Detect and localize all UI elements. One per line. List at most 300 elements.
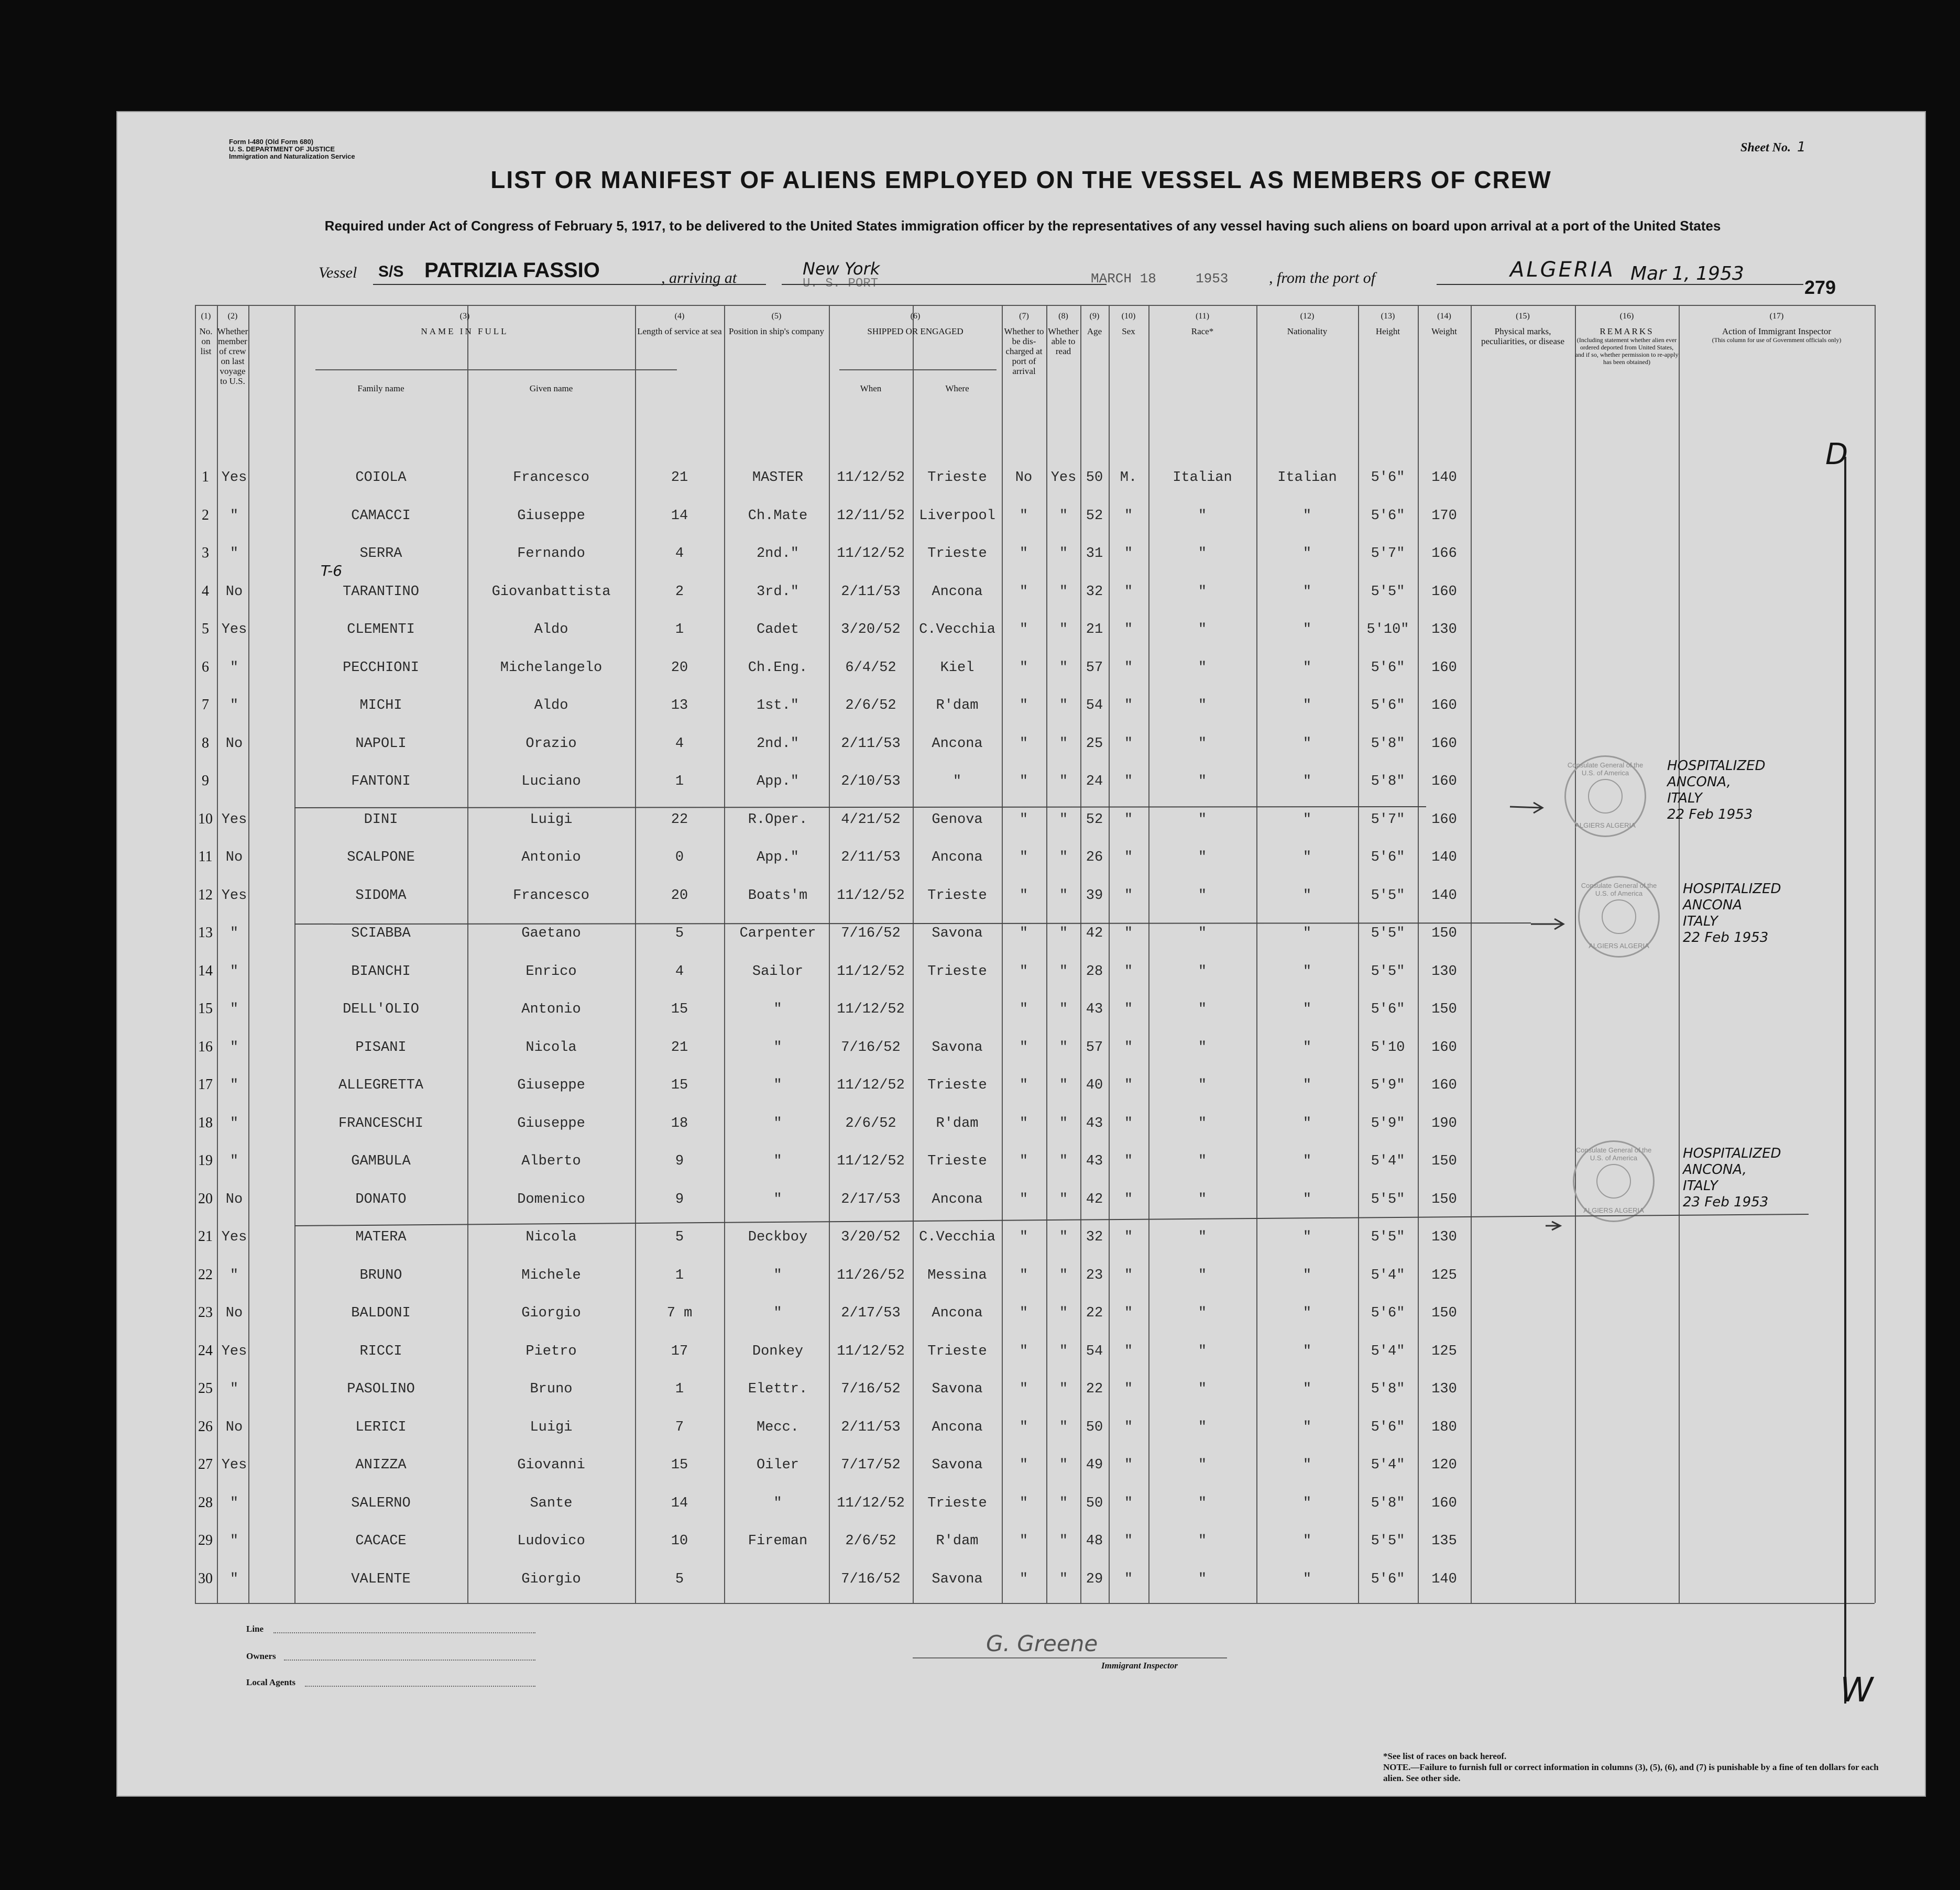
cell-when: 11/12/52 [837,1153,905,1169]
cell-when: 11/12/52 [837,1344,905,1359]
cell-given: Alberto [521,1153,581,1169]
arriving-at: New York [803,259,880,279]
cell-height: 5'7" [1371,812,1405,828]
cell-position: App." [756,850,799,865]
cell-given: Aldo [534,622,568,638]
cell-discharge: " [1019,546,1028,562]
cell-height: 5'5" [1371,584,1405,600]
cell-nationality: " [1302,812,1312,828]
cell-when: 7/16/52 [841,1572,901,1587]
cell-sex: " [1124,850,1133,865]
cell-position: Ch.Eng. [748,660,808,676]
row-number: 27 [198,1456,213,1473]
cell-read: " [1059,1381,1068,1397]
handwritten-initials: W [1840,1671,1874,1710]
cell-when: 11/12/52 [837,546,905,562]
cell-when: 7/17/52 [841,1457,901,1473]
row-number: 28 [198,1495,213,1511]
cell-where: Ancona [932,850,983,865]
cell-position: " [773,1496,782,1511]
arrival-year: 1953 [1196,271,1229,287]
cell-family: TARANTINO [343,584,419,600]
cell-race: " [1198,1344,1207,1359]
cell-weight: 130 [1431,1229,1457,1245]
cell-height: 5'6" [1371,508,1405,524]
cell-discharge: " [1019,698,1028,713]
cell-age: 25 [1086,736,1103,752]
cell-family: CAMACCI [351,508,411,524]
cell-prev: " [229,1153,239,1169]
cell-service: 5 [675,1572,684,1587]
cell-age: 50 [1086,1420,1103,1435]
cell-position: " [773,1305,782,1321]
cell-given: Nicola [525,1040,577,1056]
column-header-no: (1) No. on list [199,312,213,356]
remark-hospitalized: HOSPITALIZED ANCONA ITALY 22 Feb 1953 [1683,881,1781,946]
cell-where: Liverpool [919,508,995,524]
column-header-read: (8) Whether able to read [1048,312,1079,356]
row-number: 16 [198,1039,213,1055]
cell-discharge: " [1019,736,1028,752]
cell-nationality: " [1302,622,1312,638]
cell-nationality: " [1302,774,1312,789]
cell-discharge: " [1019,850,1028,865]
cell-height: 5'6" [1371,698,1405,713]
cell-when: 2/17/53 [841,1192,901,1207]
cell-service: 1 [675,774,684,789]
column-header-height: (13) Height [1375,312,1400,336]
cell-where: Ancona [932,736,983,752]
cell-sex: " [1124,660,1133,676]
cell-given: Antonio [521,1002,581,1017]
arriving-port-typed: U. S. PORT [803,277,879,291]
cell-service: 1 [675,1268,684,1283]
cell-nationality: " [1302,1344,1312,1359]
cell-family: VALENTE [351,1572,411,1587]
row-number: 10 [198,811,213,827]
cell-when: 2/11/53 [841,850,901,865]
cell-position: Mecc. [756,1420,799,1435]
column-subheader-family-name: Family name [357,383,404,393]
cell-family: BRUNO [359,1268,402,1283]
cell-position: Fireman [748,1533,808,1549]
cell-weight: 160 [1431,736,1457,752]
cell-family: NAPOLI [355,736,407,752]
cell-read: " [1059,1268,1068,1283]
cell-weight: 160 [1431,584,1457,600]
cell-weight: 140 [1431,1572,1457,1587]
cell-prev: No [225,850,243,865]
cell-read: " [1059,1420,1068,1435]
cell-family: SIDOMA [355,888,407,904]
cell-discharge: " [1019,1344,1028,1359]
cell-given: Gaetano [521,926,581,941]
cell-race: " [1198,850,1207,865]
cell-race: " [1198,1420,1207,1435]
cell-race: " [1198,1040,1207,1056]
row-number: 18 [198,1115,213,1131]
cell-nationality: " [1302,1533,1312,1549]
cell-weight: 160 [1431,1496,1457,1511]
cell-height: 5'5" [1371,1229,1405,1245]
cell-age: 31 [1086,546,1103,562]
cell-age: 52 [1086,812,1103,828]
footer-agents-label: Local Agents [246,1677,295,1687]
row-number: 26 [198,1419,213,1435]
cell-weight: 160 [1431,774,1457,789]
inspector-label: Immigrant Inspector [1101,1661,1178,1671]
cell-where: Kiel [940,660,974,676]
cell-prev: Yes [221,812,247,828]
cell-nationality: " [1302,1268,1312,1283]
cell-service: 5 [675,1229,684,1245]
cell-position: 1st." [756,698,799,713]
from-port-label: , from the port of [1269,269,1376,287]
column-header-shipped: (6) SHIPPED OR ENGAGED [867,312,963,336]
cell-read: " [1059,964,1068,980]
cell-weight: 160 [1431,660,1457,676]
cell-weight: 150 [1431,1305,1457,1321]
cell-position: Deckboy [748,1229,808,1245]
cell-service: 9 [675,1153,684,1169]
cell-given: Giuseppe [517,1078,585,1093]
cell-nationality: " [1302,546,1312,562]
cell-height: 5'9" [1371,1116,1405,1131]
cell-prev: " [229,698,239,713]
cell-where: Savona [932,1457,983,1473]
cell-race: " [1198,1002,1207,1017]
margin-note-inline: T-6 [321,562,343,579]
column-header-position: (5) Position in ship's company [728,312,825,336]
cell-where: Ancona [932,1305,983,1321]
document-title: LIST OR MANIFEST OF ALIENS EMPLOYED ON THE VESSEL AS MEMBERS OF CREW [490,166,1552,193]
cell-family: ALLEGRETTA [338,1078,424,1093]
cell-read: " [1059,736,1068,752]
row-number: 11 [198,849,213,865]
cell-service: 1 [675,622,684,638]
cell-family: DINI [364,812,398,828]
cell-position: Ch.Mate [748,508,808,524]
cell-when: 2/10/53 [841,774,901,789]
cell-sex: " [1124,1229,1133,1245]
cell-prev: " [229,660,239,676]
column-subheader-where: Where [945,383,969,393]
cell-prev: Yes [221,888,247,904]
cell-prev: Yes [221,1344,247,1359]
cell-prev: No [225,1305,243,1321]
cell-given: Giorgio [521,1572,581,1587]
row-number: 14 [198,963,213,979]
cell-age: 23 [1086,1268,1103,1283]
cell-sex: " [1124,1040,1133,1056]
cell-service: 22 [671,812,688,828]
cell-race: " [1198,926,1207,941]
cell-age: 29 [1086,1572,1103,1587]
cell-nationality: " [1302,698,1312,713]
from-date: Mar 1, 1953 [1630,263,1744,284]
cell-discharge: " [1019,1420,1028,1435]
cell-prev: No [225,736,243,752]
cell-weight: 160 [1431,1078,1457,1093]
cell-family: BIANCHI [351,964,411,980]
cell-discharge: " [1019,1457,1028,1473]
column-subheader-given-name: Given name [529,383,573,393]
cell-where: R'dam [936,1533,979,1549]
cell-when: 11/12/52 [837,1496,905,1511]
cell-family: PISANI [355,1040,407,1056]
cell-service: 14 [671,1496,688,1511]
cell-when: 3/20/52 [841,622,901,638]
cell-race: " [1198,1305,1207,1321]
cell-age: 32 [1086,1229,1103,1245]
consulate-stamp: Consulate General of the U.S. of America ALGIERS ALGERIA [1564,755,1646,837]
cell-sex: " [1124,1457,1133,1473]
cell-read: " [1059,774,1068,789]
cell-where: Ancona [932,584,983,600]
cell-service: 9 [675,1192,684,1207]
cell-family: GAMBULA [351,1153,411,1169]
cell-age: 32 [1086,584,1103,600]
cell-age: 50 [1086,470,1103,486]
cell-age: 39 [1086,888,1103,904]
cell-position: Boats'm [748,888,808,904]
cell-discharge: " [1019,926,1028,941]
cell-when: 11/12/52 [837,1002,905,1017]
cell-sex: " [1124,736,1133,752]
cell-height: 5'6" [1371,1572,1405,1587]
column-header-weight: (14) Weight [1431,312,1457,336]
cell-where: R'dam [936,1116,979,1131]
footer-line-label: Line [246,1624,264,1634]
cell-age: 48 [1086,1533,1103,1549]
cell-prev: No [225,1192,243,1207]
cell-family: ANIZZA [355,1457,407,1473]
cell-family: DONATO [355,1192,407,1207]
row-number: 5 [202,621,209,637]
cell-nationality: " [1302,1002,1312,1017]
cell-given: Michele [521,1268,581,1283]
cell-family: FANTONI [351,774,411,789]
cell-given: Ludovico [517,1533,585,1549]
cell-prev: " [229,546,239,562]
cell-given: Giuseppe [517,1116,585,1131]
cell-read: " [1059,888,1068,904]
cell-height: 5'6" [1371,1002,1405,1017]
cell-position: " [773,1268,782,1283]
cell-given: Aldo [534,698,568,713]
cell-service: 15 [671,1078,688,1093]
cell-where: Trieste [927,470,987,486]
cell-family: PECCHIONI [343,660,419,676]
cell-where: C.Vecchia [919,622,995,638]
cell-service: 15 [671,1457,688,1473]
cell-position: " [773,1192,782,1207]
cell-given: Antonio [521,850,581,865]
cell-age: 21 [1086,622,1103,638]
row-number: 2 [202,507,209,523]
cell-nationality: " [1302,1229,1312,1245]
cell-race: " [1198,1153,1207,1169]
cell-nationality: " [1302,1420,1312,1435]
cell-weight: 130 [1431,964,1457,980]
cell-when: 2/6/52 [845,1116,896,1131]
cell-prev: No [225,584,243,600]
cell-weight: 160 [1431,1040,1457,1056]
cell-age: 42 [1086,926,1103,941]
cell-when: 4/21/52 [841,812,901,828]
cell-age: 24 [1086,774,1103,789]
column-header-remarks: (16) REMARKS (Including statement whether alien ever ordered deported from United States, and if so, whether permission to re-apply has been obtained) [1575,312,1679,366]
cell-sex: " [1124,1420,1133,1435]
cell-weight: 130 [1431,1381,1457,1397]
cell-age: 54 [1086,1344,1103,1359]
cell-position: 2nd." [756,546,799,562]
consulate-stamp: Consulate General of the U.S. of America ALGIERS ALGERIA [1578,876,1660,958]
cell-nationality: " [1302,1305,1312,1321]
cell-read: " [1059,1192,1068,1207]
cell-when: 2/6/52 [845,1533,896,1549]
cell-read: " [1059,1496,1068,1511]
cell-family: SCALPONE [347,850,415,865]
cell-where: Trieste [927,888,987,904]
cell-position: 3rd." [756,584,799,600]
footnote: *See list of races on back hereof. NOTE.—Failure to furnish full or correct information in columns (3), (5), (6), and (7) is punishable by a fine of ten dollars for each alien. See other side. [1383,1751,1879,1783]
cell-prev: " [229,1381,239,1397]
consulate-stamp: Consulate General of the U.S. of America ALGIERS ALGERIA [1573,1140,1655,1222]
row-number: 12 [198,887,213,903]
cell-when: 11/12/52 [837,1078,905,1093]
cell-where: Messina [927,1268,987,1283]
cell-read: " [1059,850,1068,865]
footer-owners-label: Owners [246,1651,276,1661]
cell-sex: " [1124,1572,1133,1587]
cell-when: 2/6/52 [845,698,896,713]
cell-height: 5'6" [1371,1420,1405,1435]
cell-given: Giovanbattista [491,584,611,600]
cell-race: " [1198,1496,1207,1511]
row-number: 24 [198,1343,213,1359]
cell-sex: " [1124,1533,1133,1549]
column-header-race: (11) Race* [1191,312,1214,336]
cell-when: 11/12/52 [837,470,905,486]
cell-service: 18 [671,1116,688,1131]
row-number: 3 [202,545,209,561]
cell-sex: " [1124,1002,1133,1017]
row-number: 15 [198,1001,213,1017]
cell-nationality: " [1302,1040,1312,1056]
cell-discharge: " [1019,1229,1028,1245]
cell-given: Orazio [525,736,577,752]
cell-when: 3/20/52 [841,1229,901,1245]
cell-height: 5'10 [1371,1040,1405,1056]
cell-family: FRANCESCHI [338,1116,424,1131]
cell-prev: " [229,1002,239,1017]
cell-position: Sailor [752,964,804,980]
cell-discharge: " [1019,660,1028,676]
cell-nationality: " [1302,926,1312,941]
cell-weight: 160 [1431,812,1457,828]
cell-prev: " [229,1078,239,1093]
cell-where: Trieste [927,1078,987,1093]
cell-race: " [1198,1078,1207,1093]
cell-given: Francesco [513,470,589,486]
cell-discharge: " [1019,888,1028,904]
cell-race: " [1198,812,1207,828]
cell-position: " [773,1153,782,1169]
cell-height: 5'5" [1371,1192,1405,1207]
cell-given: Luigi [530,812,573,828]
cell-age: 43 [1086,1153,1103,1169]
cell-prev: " [229,1040,239,1056]
cell-sex: " [1124,774,1133,789]
cell-family: DELL'OLIO [343,1002,419,1017]
cell-race: " [1198,1533,1207,1549]
cell-age: 52 [1086,508,1103,524]
cell-service: 13 [671,698,688,713]
cell-nationality: " [1302,1153,1312,1169]
cell-nationality: " [1302,1192,1312,1207]
cell-service: 21 [671,470,688,486]
arriving-label: , arriving at [661,269,737,287]
cell-race: " [1198,736,1207,752]
vessel-name: PATRIZIA FASSIO [424,259,600,282]
cell-prev: No [225,1420,243,1435]
cell-sex: " [1124,926,1133,941]
cell-weight: 135 [1431,1533,1457,1549]
remark-hospitalized: HOSPITALIZED ANCONA, ITALY 22 Feb 1953 [1667,758,1766,822]
cell-where: R'dam [936,698,979,713]
cell-position: " [773,1040,782,1056]
cell-sex: " [1124,1381,1133,1397]
cell-read: " [1059,1533,1068,1549]
sheet-number: Sheet No. 1 [1740,139,1806,155]
cell-family: BALDONI [351,1305,411,1321]
cell-when: 11/26/52 [837,1268,905,1283]
cell-height: 5'7" [1371,546,1405,562]
cell-read: " [1059,546,1068,562]
remark-hospitalized: HOSPITALIZED ANCONA, ITALY 23 Feb 1953 [1683,1146,1781,1210]
cell-race: " [1198,1229,1207,1245]
cell-where: Genova [932,812,983,828]
cell-discharge: " [1019,1153,1028,1169]
cell-when: 2/17/53 [841,1305,901,1321]
cell-discharge: " [1019,1268,1028,1283]
cell-given: Nicola [525,1229,577,1245]
arrival-date: MARCH 18 [1091,271,1156,287]
cell-where: " [952,774,962,789]
cell-where: Ancona [932,1420,983,1435]
cell-position: " [773,1002,782,1017]
cell-position: Cadet [756,622,799,638]
cell-height: 5'5" [1371,926,1405,941]
cell-sex: " [1124,1078,1133,1093]
cell-when: 11/12/52 [837,888,905,904]
cell-race: " [1198,584,1207,600]
cell-age: 49 [1086,1457,1103,1473]
cell-service: 4 [675,964,684,980]
cell-discharge: " [1019,774,1028,789]
cell-height: 5'9" [1371,1078,1405,1093]
cell-sex: " [1124,1496,1133,1511]
cell-service: 7 [675,1420,684,1435]
cell-family: CACACE [355,1533,407,1549]
cell-weight: 130 [1431,622,1457,638]
cell-given: Giorgio [521,1305,581,1321]
row-number: 23 [198,1304,213,1321]
column-subheader-when: When [860,383,882,393]
cell-race: " [1198,622,1207,638]
cell-read: " [1059,1572,1068,1587]
